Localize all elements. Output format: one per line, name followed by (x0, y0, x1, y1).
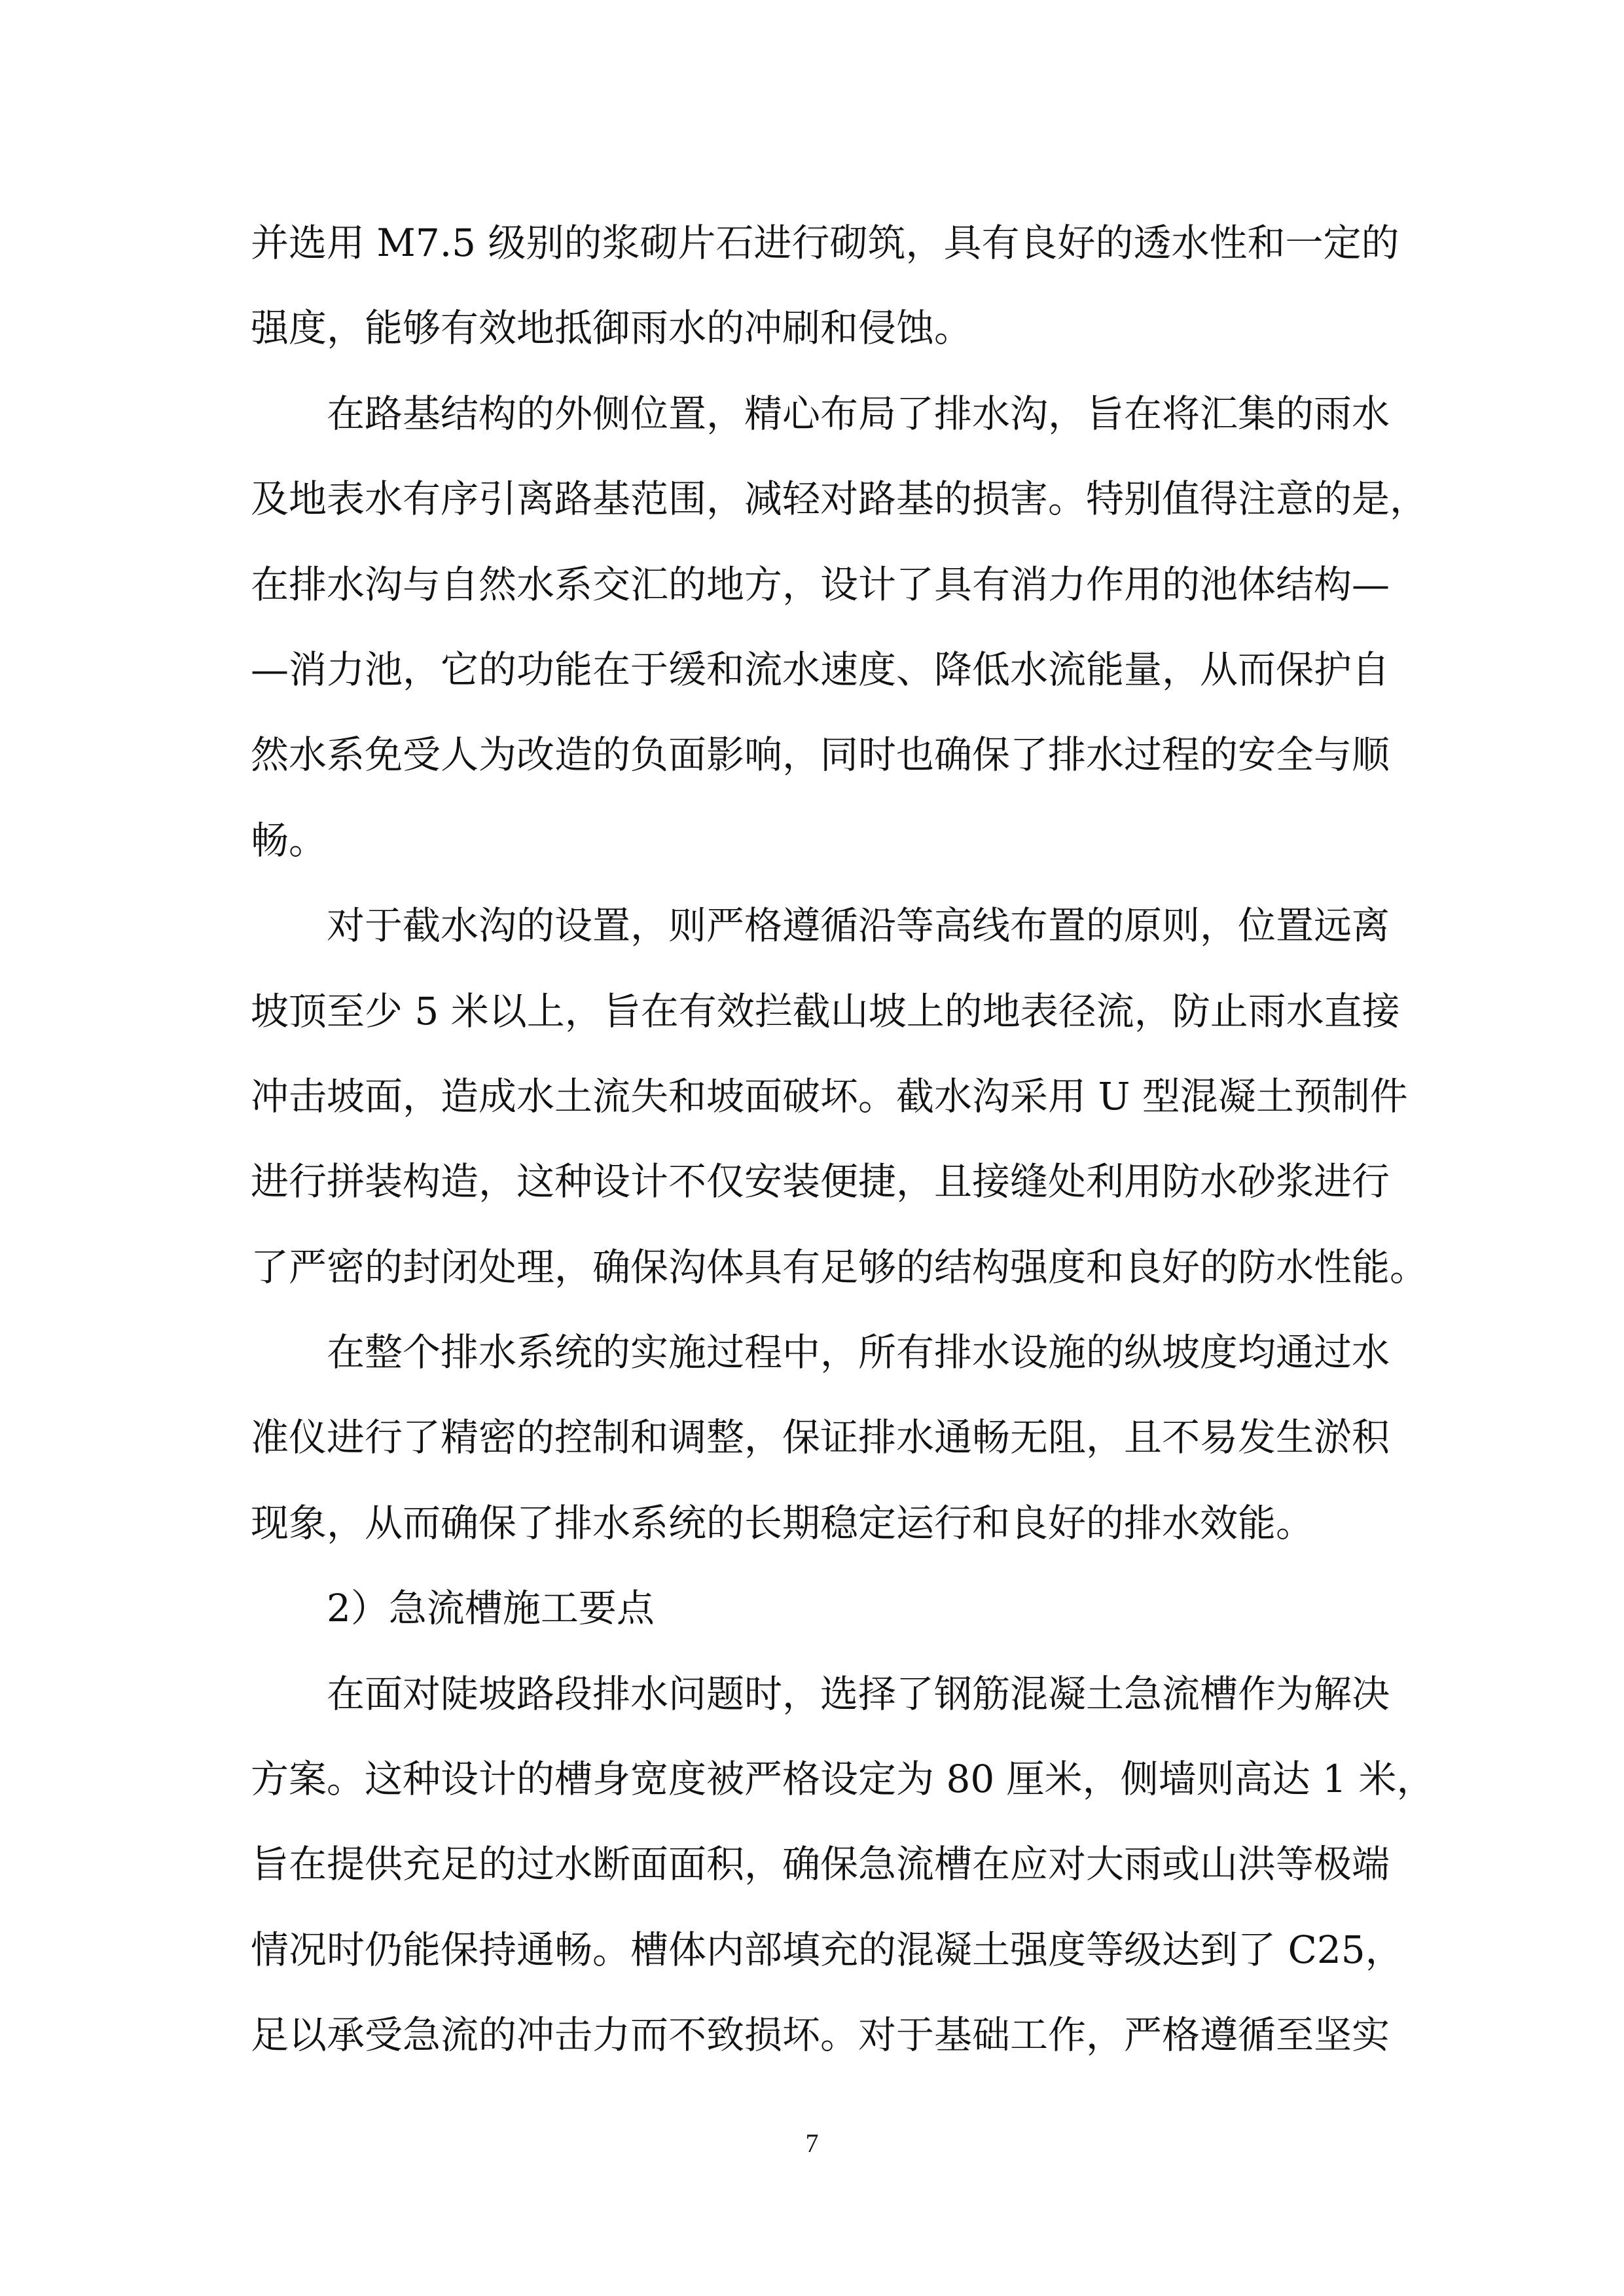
text-line: 然水系免受人为改造的负面影响，同时也确保了排水过程的安全与顺 (251, 732, 1390, 778)
paragraph (251, 200, 1399, 371)
text-line: 在整个排水系统的实施过程中，所有排水设施的纵坡度均通过水 (327, 1330, 1390, 1375)
text-line: 对于截水沟的设置，则严格遵循沿等高线布置的原则，位置远离 (327, 903, 1390, 948)
text-line: 强度，能够有效地抵御雨水的冲刷和侵蚀。 (251, 306, 973, 351)
text-line: 准仪进行了精密的控制和调整，保证排水通畅无阻，且不易发生淤积 (251, 1415, 1390, 1460)
text-line: 情况时仍能保持通畅。槽体内部填充的混凝土强度等级达到了 C25， (251, 1927, 1403, 1972)
text-line: 足以承受急流的冲击力而不致损坏。对于基础工作，严格遵循至坚实 (251, 2013, 1390, 2058)
text-line: 畅。 (251, 817, 327, 863)
paragraph (251, 1310, 1390, 1566)
text-line: 旨在提供充足的过水断面面积，确保急流槽在应对大雨或山洪等极端 (251, 1842, 1390, 1887)
text-line: 在路基结构的外侧位置，精心布局了排水沟，旨在将汇集的雨水 (327, 391, 1390, 436)
text-line: 及地表水有序引离路基范围，减轻对路基的损害。特别值得注意的是， (251, 476, 1428, 522)
text-line: 2）急流槽施工要点 (327, 1586, 655, 1631)
page-number: 7 (805, 2128, 819, 2158)
paragraph (251, 1651, 1435, 2078)
text-line: —消力池，它的功能在于缓和流水速度、降低水流能量，从而保护自 (251, 647, 1390, 692)
text-line: 并选用 M7.5 级别的浆砌片石进行砌筑，具有良好的透水性和一定的 (251, 221, 1399, 265)
paragraph (251, 371, 1428, 883)
text-line: 了严密的封闭处理，确保沟体具有足够的结构强度和良好的防水性能。 (251, 1244, 1428, 1289)
body-text (251, 200, 1435, 2078)
text-line: 在面对陡坡路段排水问题时，选择了钢筋混凝土急流槽作为解决 (327, 1671, 1390, 1716)
text-line: 坡顶至少 5 米以上，旨在有效拦截山坡上的地表径流，防止雨水直接 (251, 988, 1400, 1033)
paragraph (251, 1566, 1387, 1651)
text-line: 进行拼装构造，这种设计不仅安装便捷，且接缝处利用防水砂浆进行 (251, 1159, 1390, 1204)
paragraph (251, 883, 1428, 1310)
text-line: 冲击坡面，造成水土流失和坡面破坏。截水沟采用 U 型混凝土预制件 (251, 1073, 1408, 1119)
text-line: 在排水沟与自然水系交汇的地方，设计了具有消力作用的池体结构— (251, 562, 1390, 607)
text-line: 现象，从而确保了排水系统的长期稳定运行和良好的排水效能。 (251, 1500, 1314, 1545)
text-line: 方案。这种设计的槽身宽度被严格设定为 80 厘米，侧墙则高达 1 米， (251, 1757, 1435, 1802)
